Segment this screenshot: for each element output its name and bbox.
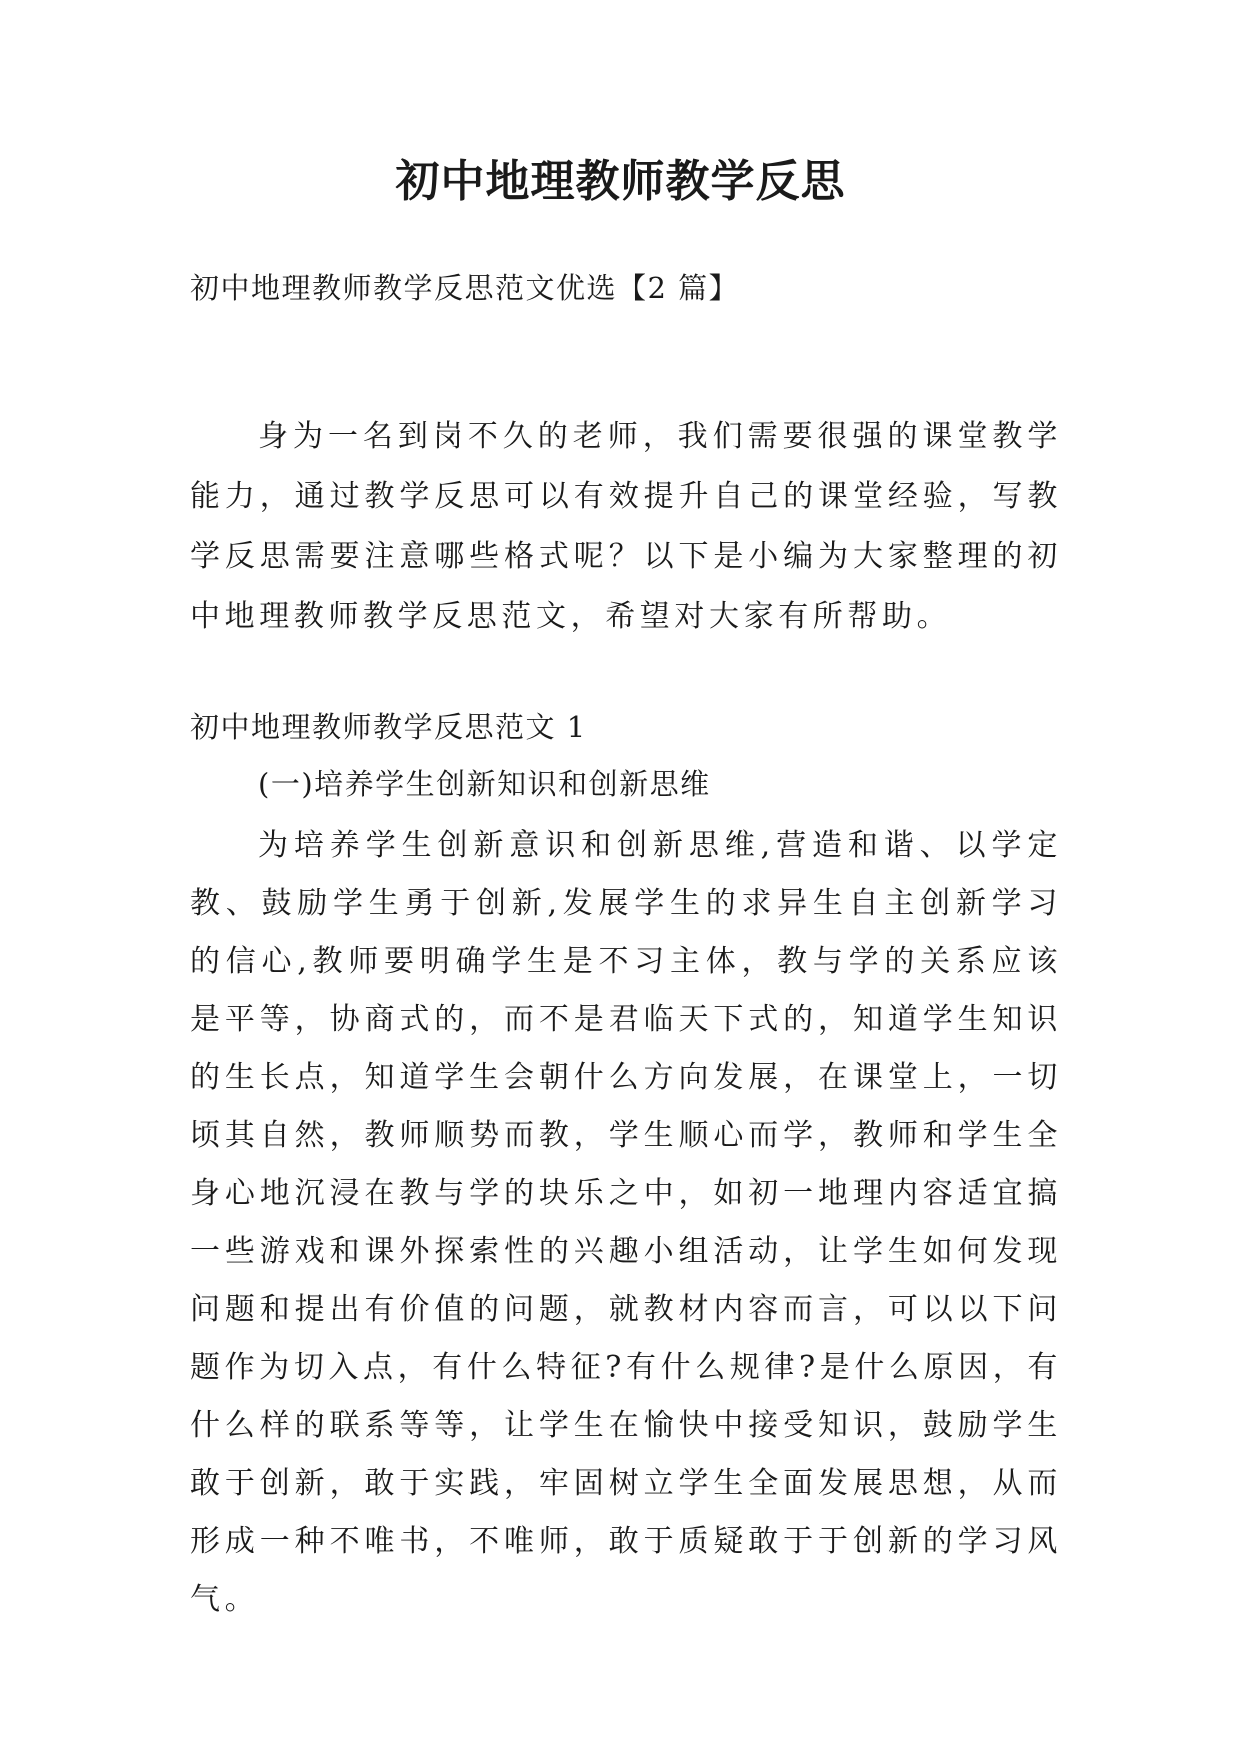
section-subheading: (一)培养学生创新知识和创新思维	[258, 767, 711, 801]
section-heading: 初中地理教师教学反思范文 1	[190, 710, 587, 744]
intro-paragraph: 身为一名到岗不久的老师，我们需要很强的课堂教学能力，通过教学反思可以有效提升自己的课堂经验，写教学反思需要注意哪些格式呢？以下是小编为大家整理的初中地理教师教学反思范文，希望对大家有所帮助。	[190, 419, 1062, 634]
section-body-paragraph: 为培养学生创新意识和创新思维,营造和谐、以学定教、鼓励学生勇于创新,发展学生的求异生自主创新学习的信心,教师要明确学生是不习主体，教与学的关系应该是平等，协商式的，而不是君临天下式的，知道学生知识的生长点，知道学生会朝什么方向发展，在课堂上，一切顷其自然，教师顺势而教，学生顺心而学，教师和学生全身心地沉浸在教与学的块乐之中，如初一地理内容适宜搞一些游戏和课外探索性的兴趣小组活动，让学生如何发现问题和提出有价值的问题，就教材内容而言，可以以下问题作为切入点，有什么特征?有什么规律?是什么原因，有什么样的联系等等，让学生在愉快中接受知识，鼓励学生敢于创新，敢于实践，牢固树立学生全面发展思想，从而形成一种不唯书，不唯师，敢于质疑敢于于创新的学习风气。	[190, 828, 1062, 1617]
document-subtitle: 初中地理教师教学反思范文优选【2 篇】	[190, 271, 740, 305]
document-title: 初中地理教师教学反思	[395, 156, 846, 207]
